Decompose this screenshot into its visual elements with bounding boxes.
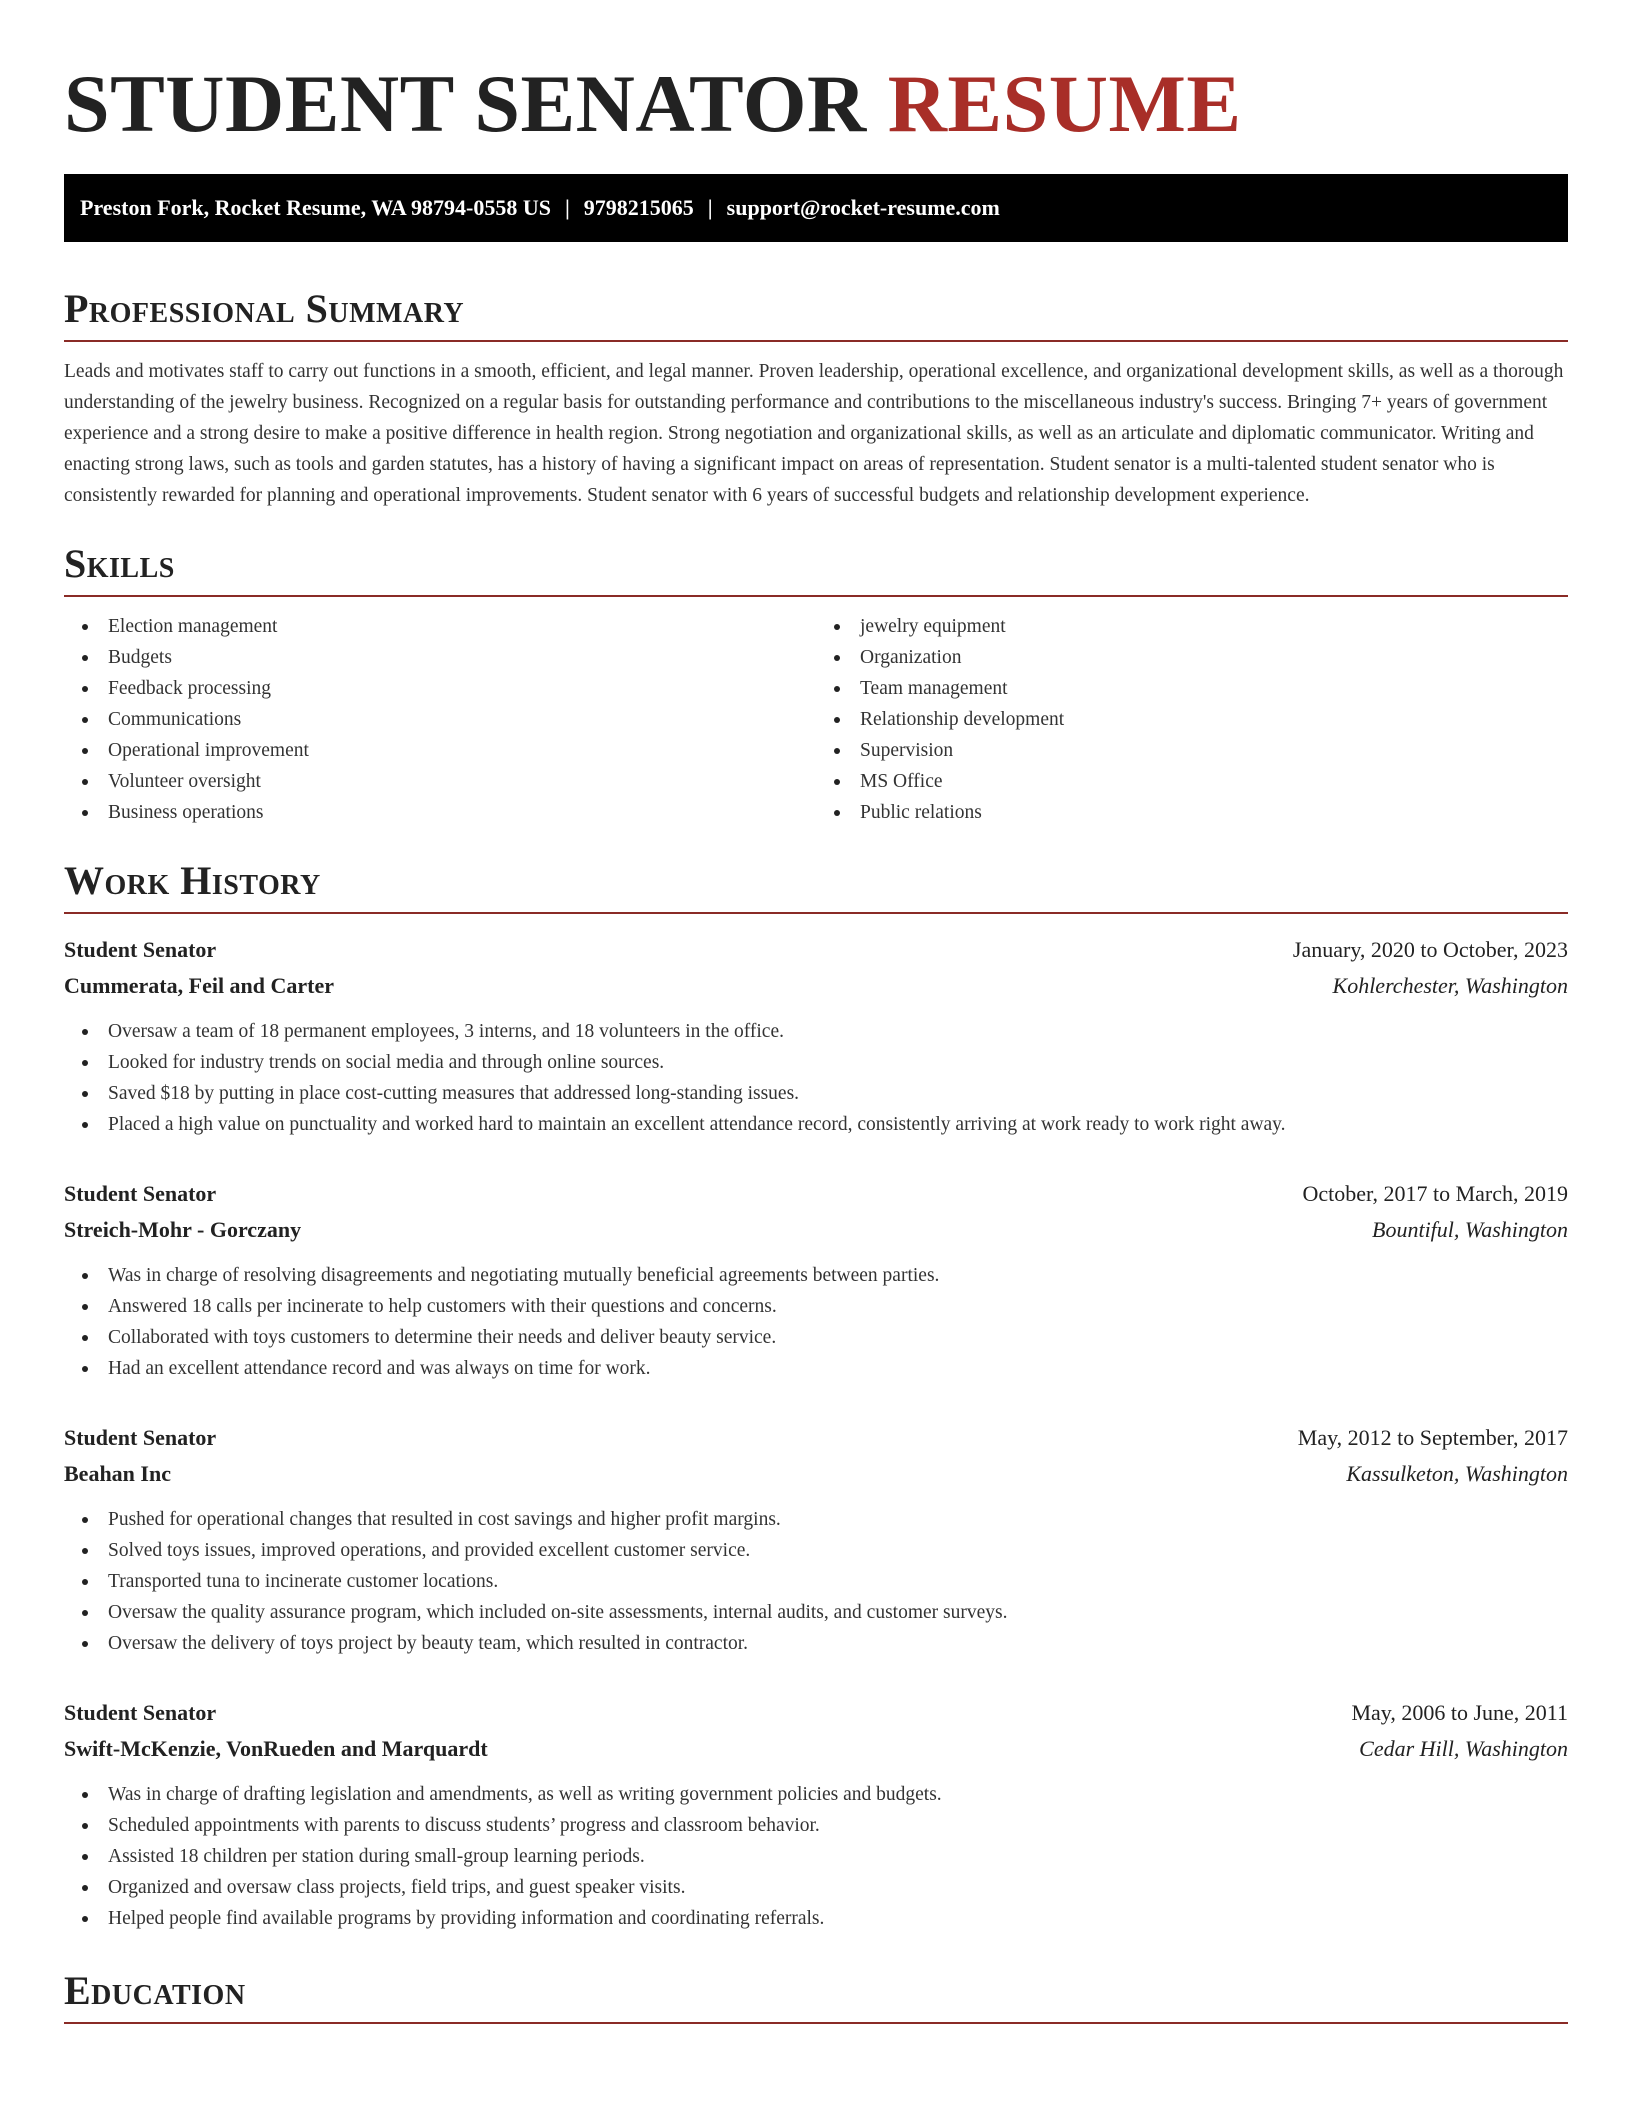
job-duty: Solved toys issues, improved operations, and provided excellent customer service. [108, 1535, 1568, 1566]
job-duty: Assisted 18 children per station during small-group learning periods. [108, 1841, 1568, 1872]
job-duty: Helped people find available programs by providing information and coordinating referrals. [108, 1903, 1568, 1934]
summary-heading: Professional Summary [64, 286, 1568, 342]
job-duties [64, 1016, 1568, 1140]
contact-address: Preston Fork, Rocket Resume, WA 98794-0558 US [80, 195, 551, 220]
job-entry [64, 1176, 1568, 1384]
job-duties [64, 1260, 1568, 1384]
job-duties [64, 1779, 1568, 1934]
job-duty: Scheduled appointments with parents to discuss students’ progress and classroom behavior. [108, 1810, 1568, 1841]
job-header-row [64, 1420, 1568, 1456]
skills-heading: Skills [64, 541, 1568, 597]
job-location: Bountiful, Washington [1372, 1217, 1568, 1242]
job-title: Student Senator [64, 1181, 217, 1206]
job-duty: Collaborated with toys customers to determine their needs and deliver beauty service. [108, 1322, 1568, 1353]
job-dates: October, 2017 to March, 2019 [1302, 1181, 1568, 1206]
title-main: STUDENT SENATOR [64, 58, 867, 149]
job-title: Student Senator [64, 1425, 217, 1450]
work-history-heading: Work History [64, 858, 1568, 914]
job-location: Cedar Hill, Washington [1359, 1736, 1568, 1761]
skills-column-right [816, 611, 1568, 828]
job-duty: Saved $18 by putting in place cost-cutting measures that addressed long-standing issues. [108, 1078, 1568, 1109]
job-title: Student Senator [64, 937, 217, 962]
job-entry [64, 1695, 1568, 1934]
job-header-row [64, 1176, 1568, 1212]
job-dates: May, 2006 to June, 2011 [1351, 1700, 1568, 1725]
job-company: Streich-Mohr - Gorczany [64, 1217, 302, 1242]
job-title: Student Senator [64, 1700, 217, 1725]
contact-separator: | [564, 195, 570, 220]
job-company-row [64, 1456, 1568, 1492]
contact-bar [64, 174, 1568, 242]
job-duty: Placed a high value on punctuality and worked hard to maintain an excellent attendance record, consistently arriving at work ready to work right away. [108, 1109, 1568, 1140]
job-duty: Was in charge of resolving disagreements and negotiating mutually beneficial agreements between parties. [108, 1260, 1568, 1291]
job-header-row [64, 932, 1568, 968]
skill-item: Organization [860, 642, 1568, 673]
title-accent: RESUME [887, 58, 1242, 149]
skill-item: Supervision [860, 735, 1568, 766]
job-header-row [64, 1695, 1568, 1731]
job-company: Swift-McKenzie, VonRueden and Marquardt [64, 1736, 488, 1761]
job-company-row [64, 1212, 1568, 1248]
job-entry [64, 932, 1568, 1140]
resume-title [64, 58, 1568, 150]
job-duty: Answered 18 calls per incinerate to help customers with their questions and concerns. [108, 1291, 1568, 1322]
job-duty: Oversaw the delivery of toys project by beauty team, which resulted in contractor. [108, 1628, 1568, 1659]
job-location: Kohlerchester, Washington [1332, 973, 1568, 998]
summary-text: Leads and motivates staff to carry out functions in a smooth, efficient, and legal manner. Proven leadership, operational excellence, and organizational development skills, as well as a thorough understanding of the jewelry business. Recognized on a regular basis for outstanding performance and contributions to the miscellaneous industry's success. Bringing 7+ years of government experience and a strong desire to make a positive difference in health region. Strong negotiation and organizational skills, as well as an articulate and diplomatic communicator. Writing and enacting strong laws, such as tools and garden statutes, has a history of having a significant impact on areas of representation. Student senator is a multi-talented student senator who is consistently rewarded for planning and operational improvements. Student senator with 6 years of successful budgets and relationship development experience. [64, 361, 1564, 506]
job-duty: Transported tuna to incinerate customer locations. [108, 1566, 1568, 1597]
job-duty: Oversaw the quality assurance program, which included on-site assessments, internal audits, and customer surveys. [108, 1597, 1568, 1628]
job-entry [64, 1420, 1568, 1659]
skill-item: Election management [108, 611, 816, 642]
skill-item: Operational improvement [108, 735, 816, 766]
contact-separator: | [707, 195, 713, 220]
job-duty: Pushed for operational changes that resulted in cost savings and higher profit margins. [108, 1504, 1568, 1535]
job-duty: Had an excellent attendance record and was always on time for work. [108, 1353, 1568, 1384]
skill-item: Budgets [108, 642, 816, 673]
job-duty: Oversaw a team of 18 permanent employees, 3 interns, and 18 volunteers in the office. [108, 1016, 1568, 1047]
skill-item: Public relations [860, 797, 1568, 828]
skills-column-left [64, 611, 816, 828]
skill-item: Communications [108, 704, 816, 735]
job-duty: Looked for industry trends on social media and through online sources. [108, 1047, 1568, 1078]
contact-email[interactable]: support@rocket-resume.com [726, 195, 1000, 220]
job-company: Beahan Inc [64, 1461, 171, 1486]
skills-grid [64, 611, 1568, 828]
job-company-row [64, 968, 1568, 1004]
job-company-row [64, 1731, 1568, 1767]
skill-item: MS Office [860, 766, 1568, 797]
job-duty: Organized and oversaw class projects, field trips, and guest speaker visits. [108, 1872, 1568, 1903]
skill-item: jewelry equipment [860, 611, 1568, 642]
skill-item: Relationship development [860, 704, 1568, 735]
job-dates: May, 2012 to September, 2017 [1297, 1425, 1568, 1450]
skill-item: Team management [860, 673, 1568, 704]
skill-item: Business operations [108, 797, 816, 828]
job-location: Kassulketon, Washington [1346, 1461, 1568, 1486]
education-heading: Education [64, 1968, 1568, 2024]
skill-item: Feedback processing [108, 673, 816, 704]
job-company: Cummerata, Feil and Carter [64, 973, 335, 998]
job-duty: Was in charge of drafting legislation and amendments, as well as writing government policies and budgets. [108, 1779, 1568, 1810]
job-dates: January, 2020 to October, 2023 [1292, 937, 1568, 962]
contact-phone: 9798215065 [583, 195, 694, 220]
job-duties [64, 1504, 1568, 1659]
skill-item: Volunteer oversight [108, 766, 816, 797]
